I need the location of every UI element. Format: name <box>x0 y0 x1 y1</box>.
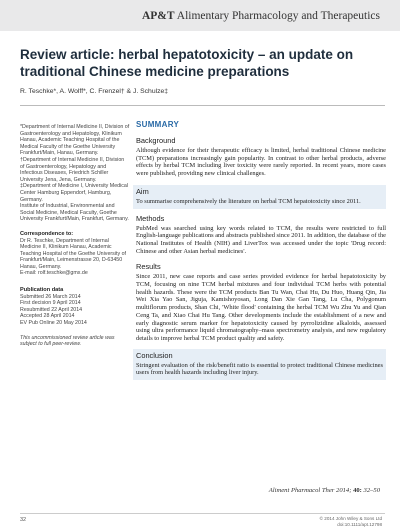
correspondence-heading: Correspondence to: <box>20 230 74 237</box>
background-section <box>136 136 386 178</box>
conclusion-heading: Conclusion <box>136 350 173 360</box>
publication-date: Submitted 26 March 2014 <box>20 293 81 300</box>
journal-name: Alimentary Pharmacology and Therapeutics <box>176 10 380 22</box>
affiliation: †Department of Internal Medicine II, Division of Gastroenterology, Hepatology and Infectious Diseases, Friedrich Schiller University Jena, Jena, Germany. <box>20 156 125 183</box>
citation-pages: 32–50 <box>363 487 380 494</box>
review-note: This uncommissioned review article was subject to full peer-review. <box>20 334 115 348</box>
aim-section <box>133 185 386 209</box>
publication-data-heading: Publication data <box>20 287 64 294</box>
methods-heading: Methods <box>136 213 165 223</box>
background-text: Although evidence for their therapeutic efficacy is limited, herbal traditional Chinese medicine (TCM) preparations increasingly gain popularity. In contrast to other herbal products, adverse effects by herbal TCM including liver toxicity were rarely reported. In recent years, more cases were published, providing new clinical challenges. <box>136 147 386 178</box>
results-section <box>136 262 386 342</box>
citation-year: 2014; <box>336 487 352 494</box>
citation-journal: Aliment Pharmacol Ther <box>268 487 335 494</box>
journal-logo-text: AP&T <box>141 10 175 22</box>
summary-heading: SUMMARY <box>136 120 180 129</box>
affiliation: Institute of Industrial, Environmental and Social Medicine, Medical Faculty, Goethe University Frankfurt/Main, Frankfurt, Germany. <box>20 203 129 223</box>
journal-title <box>142 10 380 22</box>
copyright-text: © 2014 John Wiley & Sons Ltd <box>319 516 382 521</box>
citation-line <box>269 487 380 494</box>
background-heading: Background <box>136 136 176 145</box>
results-heading: Results <box>136 262 161 272</box>
affiliation: *Department of Internal Medicine II, Division of Gastroenterology and Hepatology, Klinikum Hanau, Academic Teaching Hospital of the Medical Faculty of the Goethe University Frankfurt/Main, Hanau, Germany. <box>20 124 130 157</box>
affiliation: ‡Department of Medicine I, University Medical Center Hamburg Eppendorf, Hamburg, Germany. <box>20 183 129 203</box>
conclusion-section <box>133 349 386 380</box>
publication-date: First decision 9 April 2014 <box>20 300 81 307</box>
methods-section <box>136 214 386 256</box>
methods-text: PubMed was searched using key words related to TCM, the results were restricted to full English-language publications and abstracts published since 2011. In addition, the database of the National Institutes of Health (NIH) and LiverTox was accessed under the topic 'Drug record: Chinese and other Asian herbal medicines'. <box>136 224 386 255</box>
summary-column <box>136 120 386 380</box>
correspondence-text: Dr R. Teschke, Department of Internal Medicine II, Klinikum Hanau, Academic Teaching Hospital of the Goethe University of Frankfurt/Main, Leimenstrasse 20, D-63450 Hanau, Germany. <box>20 237 126 270</box>
results-text: Since 2011, new case reports and case series provided evidence for herbal hepatotoxicity by TCM, focusing on nine TCM herbal mixtures and four individual TCM herbs with potential health hazards. These were the TCM products Ban Tu Wan, Chai Hu, Du Huo, Huang Qin, Jia Wei Xia Yao San, Jiguja, Kamishoyosan, Long Dan Xie Gan Tang, Lu Cha, Polygonum multiflorum products, Shan Chi, 'White flood' containing the herbal TCM Wu Zhu Yu and Qian Ceng Ta, and Xiao Chai Hu Tang. Other developments include the establishment of a new and early diagnostic serum marker for hepatotoxicity caused by pyrrolizidine alkaloids, assessed using ultra performance liquid chromatography–mass spectrometry analysis, and new regulatory details to improve herbal TCM product quality and safety. <box>136 273 386 342</box>
sidebar-info <box>20 124 130 348</box>
publication-date: Accepted 28 April 2014 <box>20 313 75 320</box>
header-divider <box>20 105 385 106</box>
author-list: R. Teschke*, A. Wolff*, C. Frenzel† & J. Schulze‡ <box>20 88 169 95</box>
article-title: Review article: herbal hepatotoxicity – an update on traditional Chinese medicine preparations <box>20 47 354 79</box>
copyright-block <box>320 516 382 527</box>
footer-divider <box>20 513 385 514</box>
correspondence-email[interactable]: E-mail: rolf.teschke@gmx.de <box>20 270 88 277</box>
page-number: 32 <box>20 517 27 523</box>
publication-date: Resubmitted 22 April 2014 <box>20 306 83 313</box>
conclusion-text: Stringent evaluation of the risk/benefit ratio is essential to protect traditional Chinese medicines users from health hazards including liver injury. <box>136 361 383 377</box>
aim-heading: Aim <box>136 186 149 196</box>
citation-volume: 40: <box>353 487 362 494</box>
doi-link[interactable]: doi:10.1111/apt.12798 <box>337 521 382 527</box>
aim-text: To summarise comprehensively the literature on herbal TCM hepatotoxicity since 2011. <box>136 197 361 205</box>
publication-date: EV Pub Online 20 May 2014 <box>20 320 87 327</box>
